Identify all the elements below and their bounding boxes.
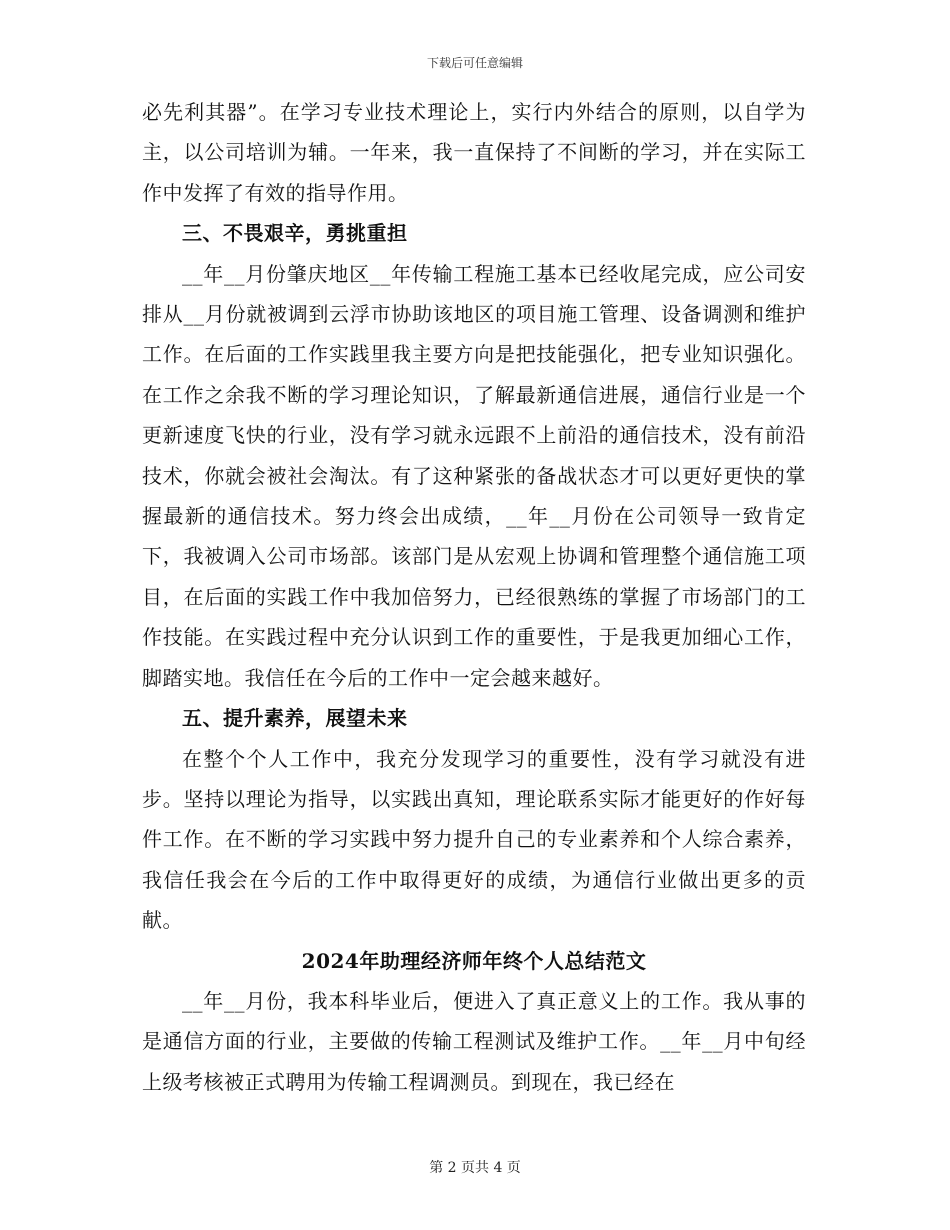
page-header-note: 下载后可任意编辑 xyxy=(426,56,523,70)
paragraph-new-doc: __年__月份，我本科毕业后，便进入了真正意义上的工作。我从事的是通信方面的行业，主要做的传输工程测试及维护工作。__年__月中旬经上级考核被正式聘用为传输工程调测员。到现在，我已经在 xyxy=(142,988,806,1094)
paragraph-section-3: __年__月份肇庆地区__年传输工程施工基本已经收尾完成，应公司安排从__月份就被调到云浮市协助该地区的项目施工管理、设备调测和维护工作。在后面的工作实践里我主要方向是把技能强化，把专业知识强化。在工作之余我不断的学习理论知识，了解最新通信进展，通信行业是一个更新速度飞快的行业，没有学习就永远跟不上前沿的通信技术，没有前沿技术，你就会被社会淘汰。有了这种紧张的备战状态才可以更好更快的掌握最新的通信技术。努力终会出成绩，__年__月份在公司领导一致肯定下，我被调入公司市场部。该部门是从宏观上协调和管理整个通信施工项目，在后面的实践工作中我加倍努力，已经很熟练的掌握了市场部门的工作技能。在实践过程中充分认识到工作的重要性，于是我更加细心工作，脚踏实地。我信任在今后的工作中一定会越来越好。 xyxy=(142,261,806,690)
paragraph-section-5: 在整个个人工作中，我充分发现学习的重要性，没有学习就没有进步。坚持以理论为指导，以实践出真知，理论联系实际才能更好的作好每件工作。在不断的学习实践中努力提升自己的专业素养和个人综合素养，我信任我会在今后的工作中取得更好的成绩，为通信行业做出更多的贡献。 xyxy=(142,746,806,933)
page-footer-number: 第 2 页共 4 页 xyxy=(429,1160,521,1176)
document-title: 2024年助理经济师年终个人总结范文 xyxy=(301,948,647,973)
paragraph-intro: 必先利其器”。在学习专业技术理论上，实行内外结合的原则，以自学为主，以公司培训为辅。一年来，我一直保持了不间断的学习，并在实际工作中发挥了有效的指导作用。 xyxy=(142,100,806,205)
section-heading-3: 三、不畏艰辛，勇挑重担 xyxy=(182,221,408,246)
section-heading-5: 五、提升素养，展望未来 xyxy=(182,706,408,731)
document-body xyxy=(142,92,806,1102)
